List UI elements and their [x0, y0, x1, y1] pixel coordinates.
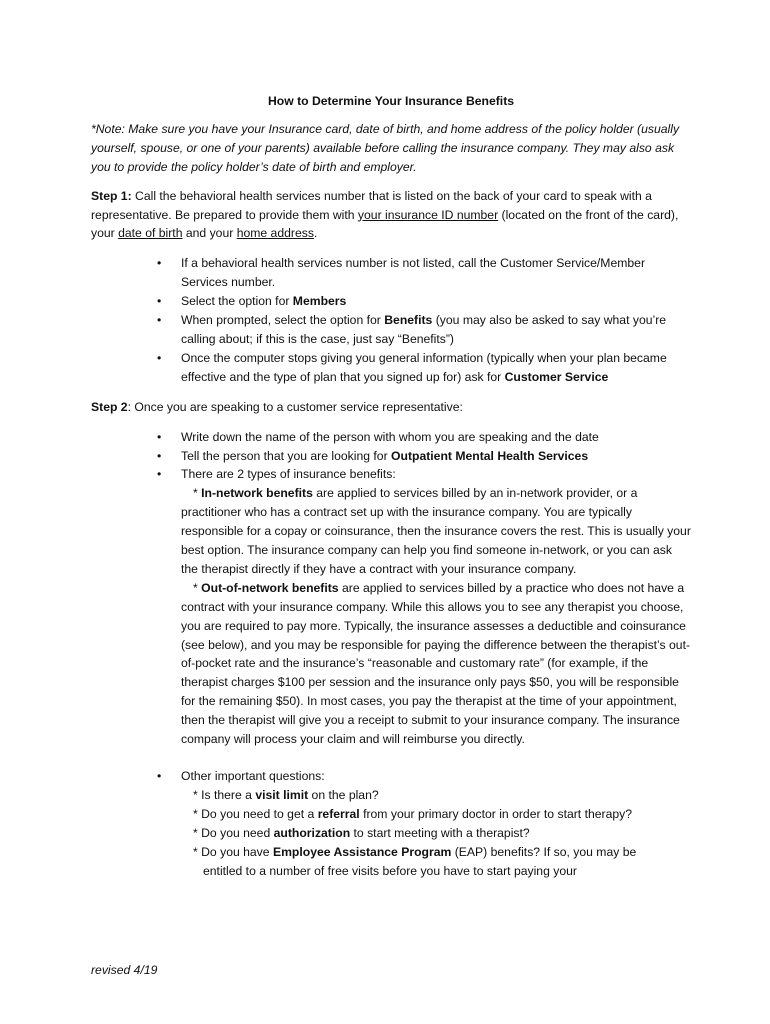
bullet-text: Once the computer stops giving you general information (typically when your plan became effective and the type of plan that you signed up for) ask for [181, 350, 667, 384]
question-visit-limit [181, 786, 691, 805]
list-item [181, 292, 691, 311]
out-of-network-paragraph [181, 579, 691, 749]
bullet-bold: Members [292, 294, 347, 309]
bullet-text: (you may also be asked to say what you’re calling about; if this is the case, just say “Benefits”) [181, 313, 667, 346]
question-bold: visit limit [255, 787, 309, 802]
list-item: • If a behavioral health services number is not listed, call the Customer Service/Member Services number. [181, 254, 691, 292]
step2-bullet-list [91, 428, 691, 881]
home-address-underlined: home address [236, 226, 314, 241]
note-paragraph: *Note: Make sure you have your Insurance card, date of birth, and home address of the policy holder (usually yourself, spouse, or one of your parents) available before calling the insurance company. They may also ask you to provide the policy holder’s date of birth and employer. [91, 121, 680, 174]
list-item [181, 311, 691, 349]
question-text: * Do you need [193, 825, 274, 840]
bullet-bold: Outpatient Mental Health Services [391, 448, 589, 463]
question-text: * Do you need to get a [193, 806, 318, 821]
star-marker: * [193, 580, 202, 595]
bullet-bold: Benefits [384, 313, 433, 328]
list-item: • Write down the name of the person with whom you are speaking and the date [181, 428, 691, 447]
date-of-birth-underlined: date of birth [118, 226, 183, 241]
step2-text: : Once you are speaking to a customer service representative: [127, 399, 463, 414]
bullet-text: • There are 2 types of insurance benefits: [181, 467, 396, 482]
question-bold: Employee Assistance Program [272, 844, 452, 859]
step2-paragraph [91, 398, 691, 417]
question-text: from your primary doctor in order to start therapy? [359, 806, 632, 821]
question-bold: referral [317, 806, 360, 821]
document-title: How to Determine Your Insurance Benefits [267, 94, 515, 108]
bullet-bold: Customer Service [504, 369, 609, 384]
step1-paragraph [91, 187, 691, 244]
question-text: * Is there a [193, 787, 256, 802]
question-referral [181, 805, 691, 824]
star-marker: * [193, 486, 202, 501]
in-network-label: In-network benefits [201, 486, 313, 501]
question-text: * Do you have [193, 844, 273, 859]
question-text: to start meeting with a therapist? [350, 825, 530, 840]
bullet-text: Tell the person that you are looking for [181, 448, 392, 463]
list-item [181, 465, 691, 767]
step1-label: Step 1: [91, 188, 132, 203]
question-bold: authorization [273, 825, 351, 840]
list-item [181, 447, 691, 466]
in-network-text: are applied to services billed by an in-network provider, or a practitioner who has a contract set up with the insurance company. You are typically responsible for a copay or coinsurance, then the insurance covers the rest. This is usually your best option. The insurance company can help you find someone in-network, or you can ask the therapist directly if they have a contract with your insurance company. [181, 486, 691, 576]
step1-text-2: (located on the front of the card), your [91, 207, 679, 241]
out-of-network-text: are applied to services billed by a practice who does not have a contract with your insurance company. While this allows you to see any therapist you choose, you are required to pay more. Typically, the insurance assesses a deductible and coinsurance (see below), and you may be responsible for paying the difference between the therapist’s out-of-pocket rate and the insurance’s “reasonable and customary rate” (for example, if the therapist charges $100 per session and the insurance only pays $50, you will be responsible for the remaining $50). In most cases, you pay the therapist at the time of your appointment, then the therapist will give you a receipt to submit to your insurance company. The insurance company will process your claim and will reimburse you directly. [181, 580, 691, 747]
revision-footer: revised 4/19 [91, 963, 158, 977]
question-text: (EAP) benefits? If so, you may be [451, 844, 637, 859]
step2-label: Step 2 [91, 399, 128, 414]
step1-text-1: Call the behavioral health services number that is listed on the back of your card to speak with a representative. Be prepared to provide them with [91, 188, 652, 222]
list-item [181, 349, 691, 387]
question-authorization [181, 824, 691, 843]
step1-text-4: . [313, 226, 318, 241]
document-page [91, 92, 691, 891]
question-eap [181, 843, 691, 862]
bullet-text: When prompted, select the option for [181, 313, 385, 328]
bullet-text: Select the option for [181, 294, 293, 309]
list-item [181, 767, 691, 880]
step1-bullet-list [91, 254, 691, 386]
spacer [181, 749, 691, 767]
step1-text-3: and your [182, 226, 237, 241]
question-eap-continued: entitled to a number of free visits before you have to start paying your [203, 863, 577, 878]
question-text: on the plan? [308, 787, 379, 802]
bullet-text: • Other important questions: [181, 769, 325, 783]
out-of-network-label: Out-of-network benefits [201, 580, 339, 595]
in-network-paragraph [181, 484, 691, 579]
insurance-id-underlined: your insurance ID number [357, 207, 499, 222]
